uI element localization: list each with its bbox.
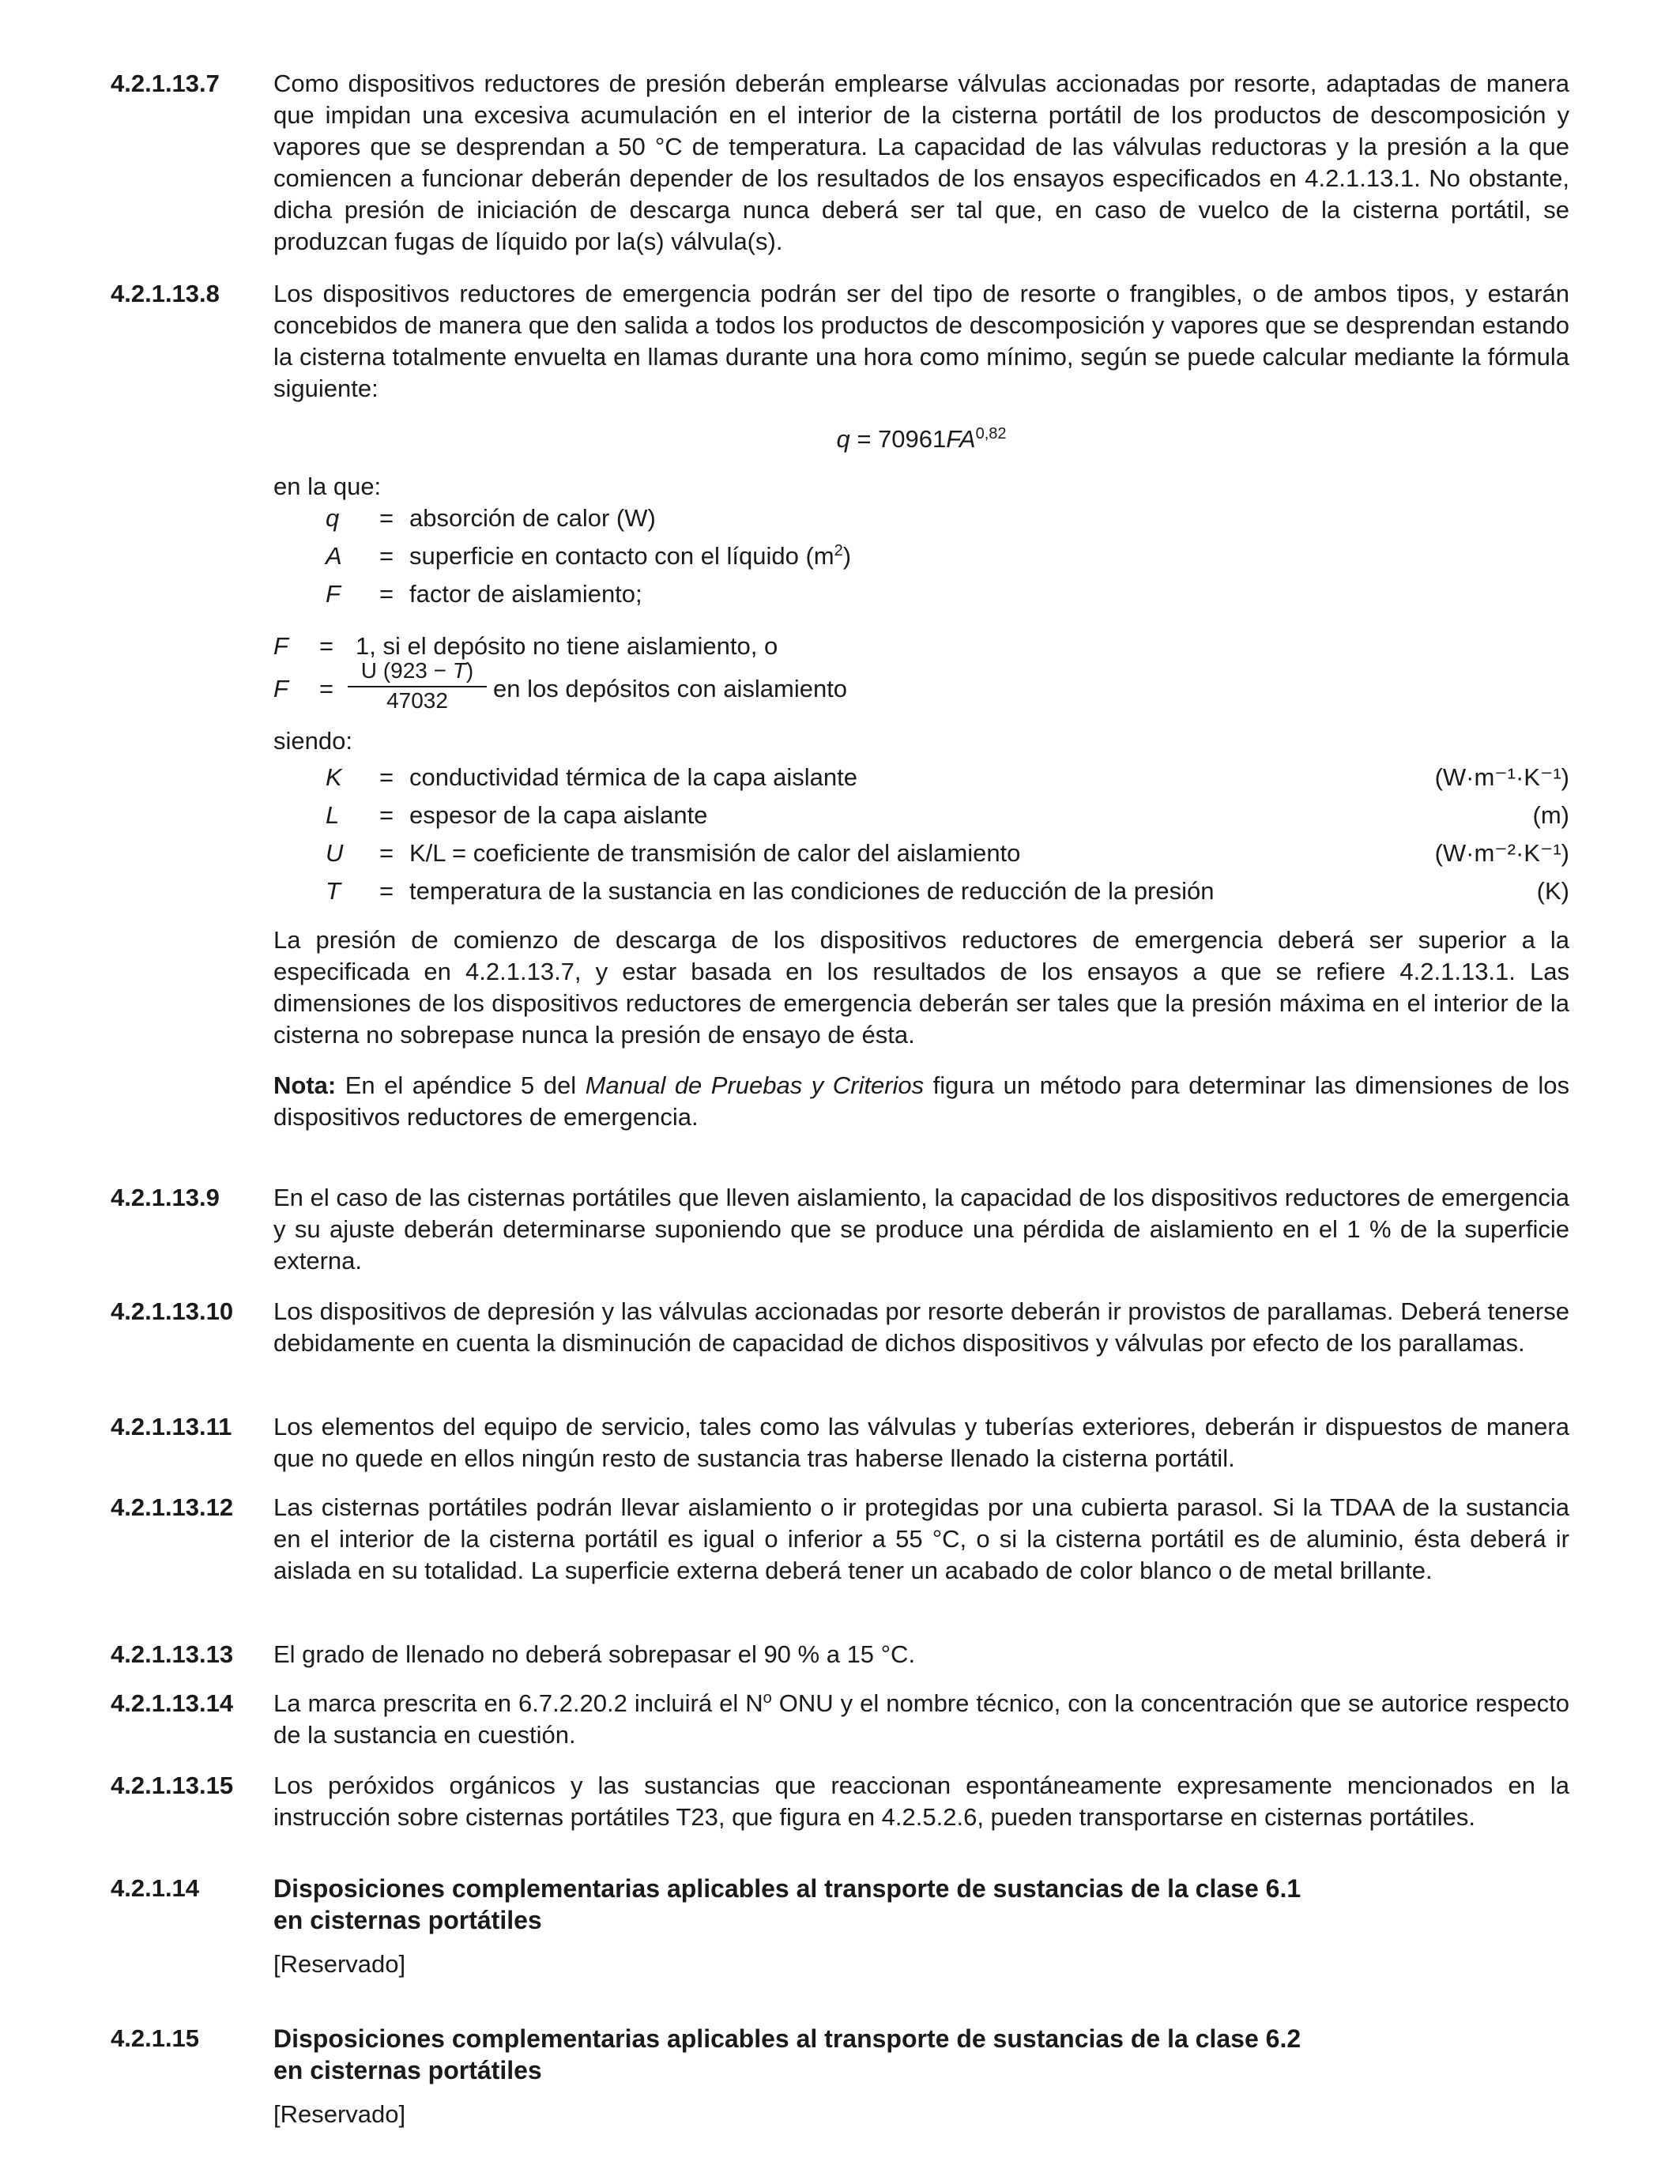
section-number: 4.2.1.13.14	[111, 1689, 234, 1717]
heading-4-2-1-15	[111, 2023, 1569, 2130]
formula-exponent: 0,82	[975, 425, 1007, 442]
var-unit: (K)	[1536, 877, 1569, 905]
fraction-numerator	[348, 657, 487, 687]
section-4-2-1-13-9	[111, 1182, 1569, 1277]
formula-lhs: q	[836, 425, 850, 453]
factor-equals: =	[319, 632, 334, 660]
def-symbol: A	[326, 542, 342, 570]
variable-row	[273, 875, 1569, 913]
section-4-2-1-13-7	[111, 68, 1569, 258]
section-4-2-1-13-14	[111, 1688, 1569, 1751]
def-text	[409, 540, 1569, 572]
numerator-var: T	[452, 658, 466, 683]
var-equals: =	[379, 839, 394, 867]
var-unit: (m)	[1532, 801, 1569, 829]
var-text: conductividad térmica de la capa aislante	[409, 763, 857, 791]
section-number: 4.2.1.13.15	[111, 1772, 234, 1799]
definition-row	[273, 540, 1569, 578]
insulation-fraction	[348, 657, 487, 714]
variable-list	[273, 762, 1569, 913]
section-text	[273, 1688, 1569, 1751]
heading-title-line: en cisternas portátiles	[273, 2056, 542, 2084]
def-text-main: superficie en contacto con el líquido (m	[409, 542, 834, 570]
text-sup: o	[763, 1689, 772, 1707]
formula-constant: = 70961	[849, 425, 947, 453]
definition-row	[273, 578, 1569, 616]
note-label: Nota:	[273, 1071, 337, 1099]
section-4-2-1-13-12	[111, 1492, 1569, 1587]
var-equals: =	[379, 801, 394, 829]
def-equals: =	[379, 542, 394, 570]
def-text: factor de aislamiento;	[409, 580, 642, 608]
where-label: en la que:	[273, 473, 382, 500]
factor-equals: =	[319, 675, 334, 702]
formula-vars: FA	[946, 425, 976, 453]
var-equals: =	[379, 763, 394, 791]
definition-row	[273, 503, 1569, 540]
var-unit: (W·m⁻¹·K⁻¹)	[1434, 763, 1569, 791]
def-symbol: F	[326, 580, 341, 608]
def-text: absorción de calor (W)	[409, 504, 656, 532]
section-text: Los elementos del equipo de servicio, tales como las válvulas y tuberías exteriores, deberán ir dispuestos de manera que no quede en ellos ningún resto de sustancia tras haberse llenado la cisterna portátil.	[273, 1413, 1569, 1472]
def-equals: =	[379, 504, 394, 532]
var-text: espesor de la capa aislante	[409, 801, 708, 829]
variable-row	[273, 838, 1569, 875]
section-number: 4.2.1.13.10	[111, 1297, 234, 1325]
section-4-2-1-13-10	[111, 1296, 1569, 1359]
section-4-2-1-13-15	[111, 1770, 1569, 1833]
var-unit: (W·m⁻²·K⁻¹)	[1434, 839, 1569, 867]
section-text: Como dispositivos reductores de presión deberán emplearse válvulas accionadas por resorte, adaptadas de manera que impidan una excesiva acumulación en el interior de la cisterna portátil de los productos de descomposición y vapores que se desprendan a 50 °C de temperatura. La capacidad de las válvulas reductoras y la presión a la que comiencen a funcionar deberán depender de los resultados de los ensayos especificados en 4.2.1.13.1. No obstante, dicha presión de iniciación de descarga nunca deberá ser tal que, en caso de vuelco de la cisterna portátil, se produzcan fugas de líquido por la(s) válvula(s).	[273, 70, 1569, 255]
section-text: Las cisternas portátiles podrán llevar aislamiento o ir protegidas por una cubierta parasol. Si la TDAA de la sustancia en el interior de la cisterna portátil es igual o inferior a 55 °C, o si la cisterna portátil es de aluminio, ésta deberá ir aislada en su totalidad. La superficie externa deberá tener un acabado de color blanco o de metal brillante.	[273, 1493, 1569, 1584]
fraction-denominator: 47032	[386, 688, 448, 713]
def-text-sup: 2	[834, 542, 843, 559]
numerator-close: )	[465, 658, 474, 683]
section-number: 4.2.1.13.11	[111, 1413, 232, 1440]
def-equals: =	[379, 580, 394, 608]
text-part: ONU y el nombre técnico, con la concentración que se autorice respecto de la sustancia en cuestión.	[273, 1689, 1569, 1749]
section-text: El grado de llenado no deberá sobrepasar el 90 % a 15 °C.	[273, 1640, 916, 1668]
factor-symbol: F	[273, 675, 288, 702]
section-number: 4.2.1.13.7	[111, 70, 220, 97]
note-title: Manual de Pruebas y Criterios	[585, 1071, 925, 1099]
being-label: siendo:	[273, 727, 352, 755]
section-number: 4.2.1.13.8	[111, 280, 220, 307]
var-symbol: K	[326, 763, 342, 791]
heading-title-line: en cisternas portátiles	[273, 1906, 542, 1934]
var-text: K/L = coeficiente de transmisión de calor del aislamiento	[409, 839, 1021, 867]
var-equals: =	[379, 877, 394, 905]
factor-row-insulated	[273, 658, 1569, 725]
def-text-after: )	[842, 542, 852, 570]
heading-title-line: Disposiciones complementarias aplicables al transporte de sustancias de la clase 6.1	[273, 1874, 1301, 1903]
section-number: 4.2.1.13.12	[111, 1493, 234, 1521]
var-symbol: U	[326, 839, 344, 867]
section-number: 4.2.1.13.13	[111, 1640, 234, 1668]
reserved-text: [Reservado]	[273, 1950, 406, 1978]
factor-text: 1, si el depósito no tiene aislamiento, o	[356, 632, 778, 660]
variable-row	[273, 800, 1569, 838]
text-part: La marca prescrita en 6.7.2.20.2 incluirá el N	[273, 1689, 763, 1717]
definition-list	[273, 503, 1569, 616]
reserved-text: [Reservado]	[273, 2100, 406, 2128]
section-number: 4.2.1.13.9	[111, 1184, 220, 1211]
heading-title	[273, 2023, 1569, 2086]
note-text: En el apéndice 5 del	[336, 1071, 586, 1099]
section-text: Los peróxidos orgánicos y las sustancias que reaccionan espontáneamente expresamente mencionados en la instrucción sobre cisternas portátiles T23, que figura en 4.2.5.2.6, pueden transportarse en cisternas portátiles.	[273, 1772, 1569, 1831]
heading-number: 4.2.1.15	[111, 2024, 200, 2052]
heading-4-2-1-14	[111, 1873, 1569, 1980]
section-4-2-1-13-8	[111, 278, 1569, 1133]
var-symbol: L	[326, 801, 340, 829]
section-text-continued: La presión de comienzo de descarga de los dispositivos reductores de emergencia deberá ser superior a la especificada en 4.2.1.13.7, y estar basada en los resultados de los ensayos a que se refiere 4.2.1.13.1. Las dimensiones de los dispositivos reductores de emergencia deberán ser tales que la presión máxima en el interior de la cisterna no sobrepase nunca la presión de ensayo de ésta.	[273, 926, 1569, 1049]
heading-title-line: Disposiciones complementarias aplicables al transporte de sustancias de la clase 6.2	[273, 2024, 1301, 2053]
def-symbol: q	[326, 504, 340, 532]
variable-row	[273, 762, 1569, 800]
section-text: Los dispositivos reductores de emergencia podrán ser del tipo de resorte o frangibles, o de ambos tipos, y estarán concebidos de manera que den salida a todos los productos de descomposición y vapores que se desprendan estando la cisterna totalmente envuelta en llamas durante una hora como mínimo, según se puede calcular mediante la fórmula siguiente:	[273, 280, 1569, 402]
section-text: Los dispositivos de depresión y las válvulas accionadas por resorte deberán ir provistos de parallamas. Deberá tenerse debidamente en cuenta la disminución de capacidad de dichos dispositivos y válvulas por efecto de los parallamas.	[273, 1297, 1569, 1357]
factor-text: en los depósitos con aislamiento	[493, 675, 848, 702]
note	[273, 1070, 1569, 1133]
heading-title	[273, 1873, 1569, 1936]
var-symbol: T	[326, 877, 341, 905]
note-text: figura un método para determinar las dimensiones de los dispositivos reductores de emergencia.	[273, 1071, 1569, 1131]
section-4-2-1-13-11	[111, 1411, 1569, 1474]
section-4-2-1-13-13	[111, 1639, 1569, 1670]
factor-symbol: F	[273, 632, 288, 660]
section-text: En el caso de las cisternas portátiles que lleven aislamiento, la capacidad de los dispositivos reductores de emergencia y su ajuste deberán determinarse suponiendo que se produce una pérdida de aislamiento en el 1 % de la superficie externa.	[273, 1184, 1569, 1275]
heading-number: 4.2.1.14	[111, 1874, 200, 1902]
numerator-part: U (923 −	[360, 658, 453, 683]
heat-formula	[273, 424, 1569, 455]
var-text: temperatura de la sustancia en las condiciones de reducción de la presión	[409, 877, 1215, 905]
